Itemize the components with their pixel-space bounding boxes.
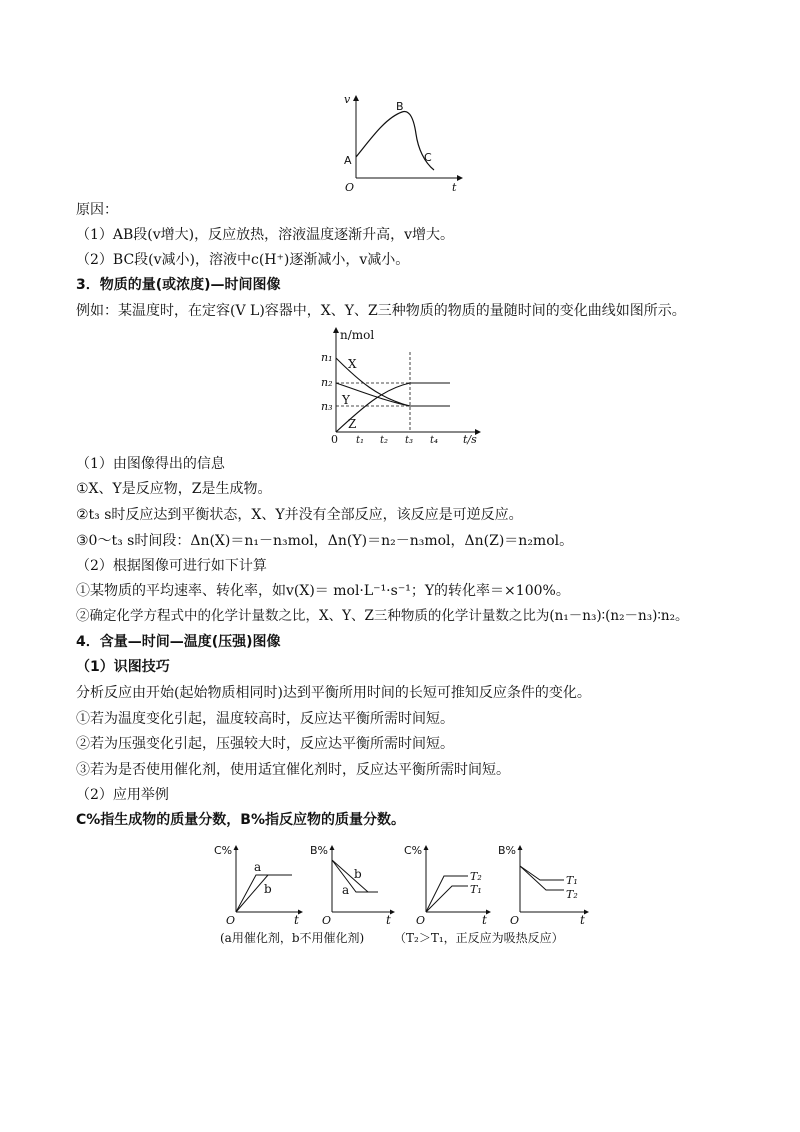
t4-label: t₄ bbox=[430, 435, 439, 446]
t2-label: T₂ bbox=[470, 870, 482, 883]
y-axis-label: B% bbox=[310, 844, 328, 857]
info-item-3: ③0～t₃ s时间段：Δn(X)＝n₁－n₃mol，Δn(Y)＝n₂－n₃mol，Δn(Z)＝n₂mol。 bbox=[76, 533, 574, 549]
y-axis-label: n/mol bbox=[340, 328, 375, 342]
curve-a-label: a bbox=[254, 860, 262, 874]
application-title: （2）应用举例 bbox=[76, 787, 169, 803]
t1-label: T₁ bbox=[566, 874, 578, 887]
x-axis-label: t/s bbox=[463, 433, 477, 446]
info-title: （1）由图像得出的信息 bbox=[76, 456, 225, 472]
t2-label: T₂ bbox=[566, 888, 578, 901]
example-text: 例如：某温度时，在定容(V L)容器中，X、Y、Z三种物质的物质的量随时间的变化曲线如图所示。 bbox=[76, 303, 686, 319]
x-axis-label: t bbox=[580, 913, 585, 927]
ab-segment-text: （1）AB段(v增大)，反应放热，溶液温度逐渐升高，v增大。 bbox=[76, 227, 455, 243]
x-axis-label: t bbox=[452, 181, 457, 194]
curve-a-label: a bbox=[342, 883, 350, 897]
point-b-label: B bbox=[396, 100, 404, 113]
t2-label: t₂ bbox=[380, 435, 389, 446]
panel-3 bbox=[404, 844, 490, 927]
y-axis-label: B% bbox=[498, 844, 516, 857]
point-a-label: A bbox=[344, 154, 352, 167]
calc-item-1: ①某物质的平均速率、转化率，如v(X)＝ mol·L⁻¹·s⁻¹；Y的转化率＝×100%。 bbox=[76, 583, 570, 599]
caption-left: (a用催化剂，b不用催化剂) bbox=[220, 931, 365, 945]
curve-b bbox=[332, 860, 368, 892]
amount-time-figure bbox=[318, 322, 488, 447]
t1-label: t₁ bbox=[356, 435, 365, 446]
section-4-heading: 4．含量—时间—温度(压强)图像 bbox=[76, 634, 281, 650]
origin-label: O bbox=[345, 181, 355, 194]
section-3-heading: 3．物质的量(或浓度)—时间图像 bbox=[76, 277, 281, 293]
skill-intro: 分析反应由开始(起始物质相同时)达到平衡所用时间的长短可推知反应条件的变化。 bbox=[76, 685, 591, 701]
n3-label: n₃ bbox=[321, 400, 333, 413]
velocity-time-figure bbox=[330, 90, 470, 195]
info-item-1: ①X、Y是反应物，Z是生成物。 bbox=[76, 481, 272, 497]
curve-t2 bbox=[520, 866, 564, 890]
bold-note: C%指生成物的质量分数，B%指反应物的质量分数。 bbox=[76, 812, 405, 828]
calc-item-2: ②确定化学方程式中的化学计量数之比，X、Y、Z三种物质的化学计量数之比为(n₁－n₃)∶(n₂－n₃)∶n₂。 bbox=[76, 608, 689, 624]
y-series-label: Y bbox=[342, 393, 350, 407]
origin-label: O bbox=[322, 914, 332, 927]
x-axis-label: t bbox=[386, 913, 391, 927]
n2-label: n₂ bbox=[321, 376, 333, 389]
curve-t1 bbox=[520, 866, 564, 880]
y-axis-label: C% bbox=[404, 844, 423, 857]
y-axis-label: v bbox=[344, 93, 351, 106]
t1-label: T₁ bbox=[470, 883, 482, 896]
origin-label: O bbox=[510, 914, 520, 927]
z-series-label: Z bbox=[348, 417, 357, 431]
skill-item-2: ②若为压强变化引起，压强较大时，反应达平衡所需时间短。 bbox=[76, 736, 454, 752]
calc-title: （2）根据图像可进行如下计算 bbox=[76, 558, 267, 574]
origin-label: O bbox=[416, 914, 426, 927]
curve-b-label: b bbox=[354, 867, 362, 881]
y-axis-label: C% bbox=[214, 844, 233, 857]
x-axis-label: t bbox=[294, 913, 299, 927]
x-series-label: X bbox=[348, 357, 357, 371]
panel-2 bbox=[310, 844, 394, 927]
info-item-2: ②t₃ s时反应达到平衡状态，X、Y并没有全部反应，该反应是可逆反应。 bbox=[76, 507, 523, 523]
point-c-label: C bbox=[424, 151, 432, 164]
t3-label: t₃ bbox=[405, 435, 414, 446]
velocity-curve bbox=[356, 112, 434, 170]
panel-4 bbox=[498, 844, 588, 927]
content-time-figures bbox=[210, 838, 600, 950]
bc-segment-text: （2）BC段(v减小)，溶液中c(H⁺)逐渐减小，v减小。 bbox=[76, 252, 410, 268]
reason-label: 原因： bbox=[76, 202, 118, 218]
caption-right: （T₂＞T₁，正反应为吸热反应） bbox=[394, 931, 564, 945]
panel-1 bbox=[214, 844, 302, 927]
skill-title: （1）识图技巧 bbox=[76, 659, 170, 675]
origin-label: 0 bbox=[331, 433, 338, 446]
curve-t2 bbox=[426, 876, 468, 912]
skill-item-3: ③若为是否使用催化剂，使用适宜催化剂时，反应达平衡所需时间短。 bbox=[76, 762, 510, 778]
origin-label: O bbox=[226, 914, 236, 927]
curve-b-label: b bbox=[264, 882, 272, 896]
n1-label: n₁ bbox=[321, 351, 333, 364]
x-axis-label: t bbox=[482, 913, 487, 927]
skill-item-1: ①若为温度变化引起，温度较高时，反应达平衡所需时间短。 bbox=[76, 711, 454, 727]
